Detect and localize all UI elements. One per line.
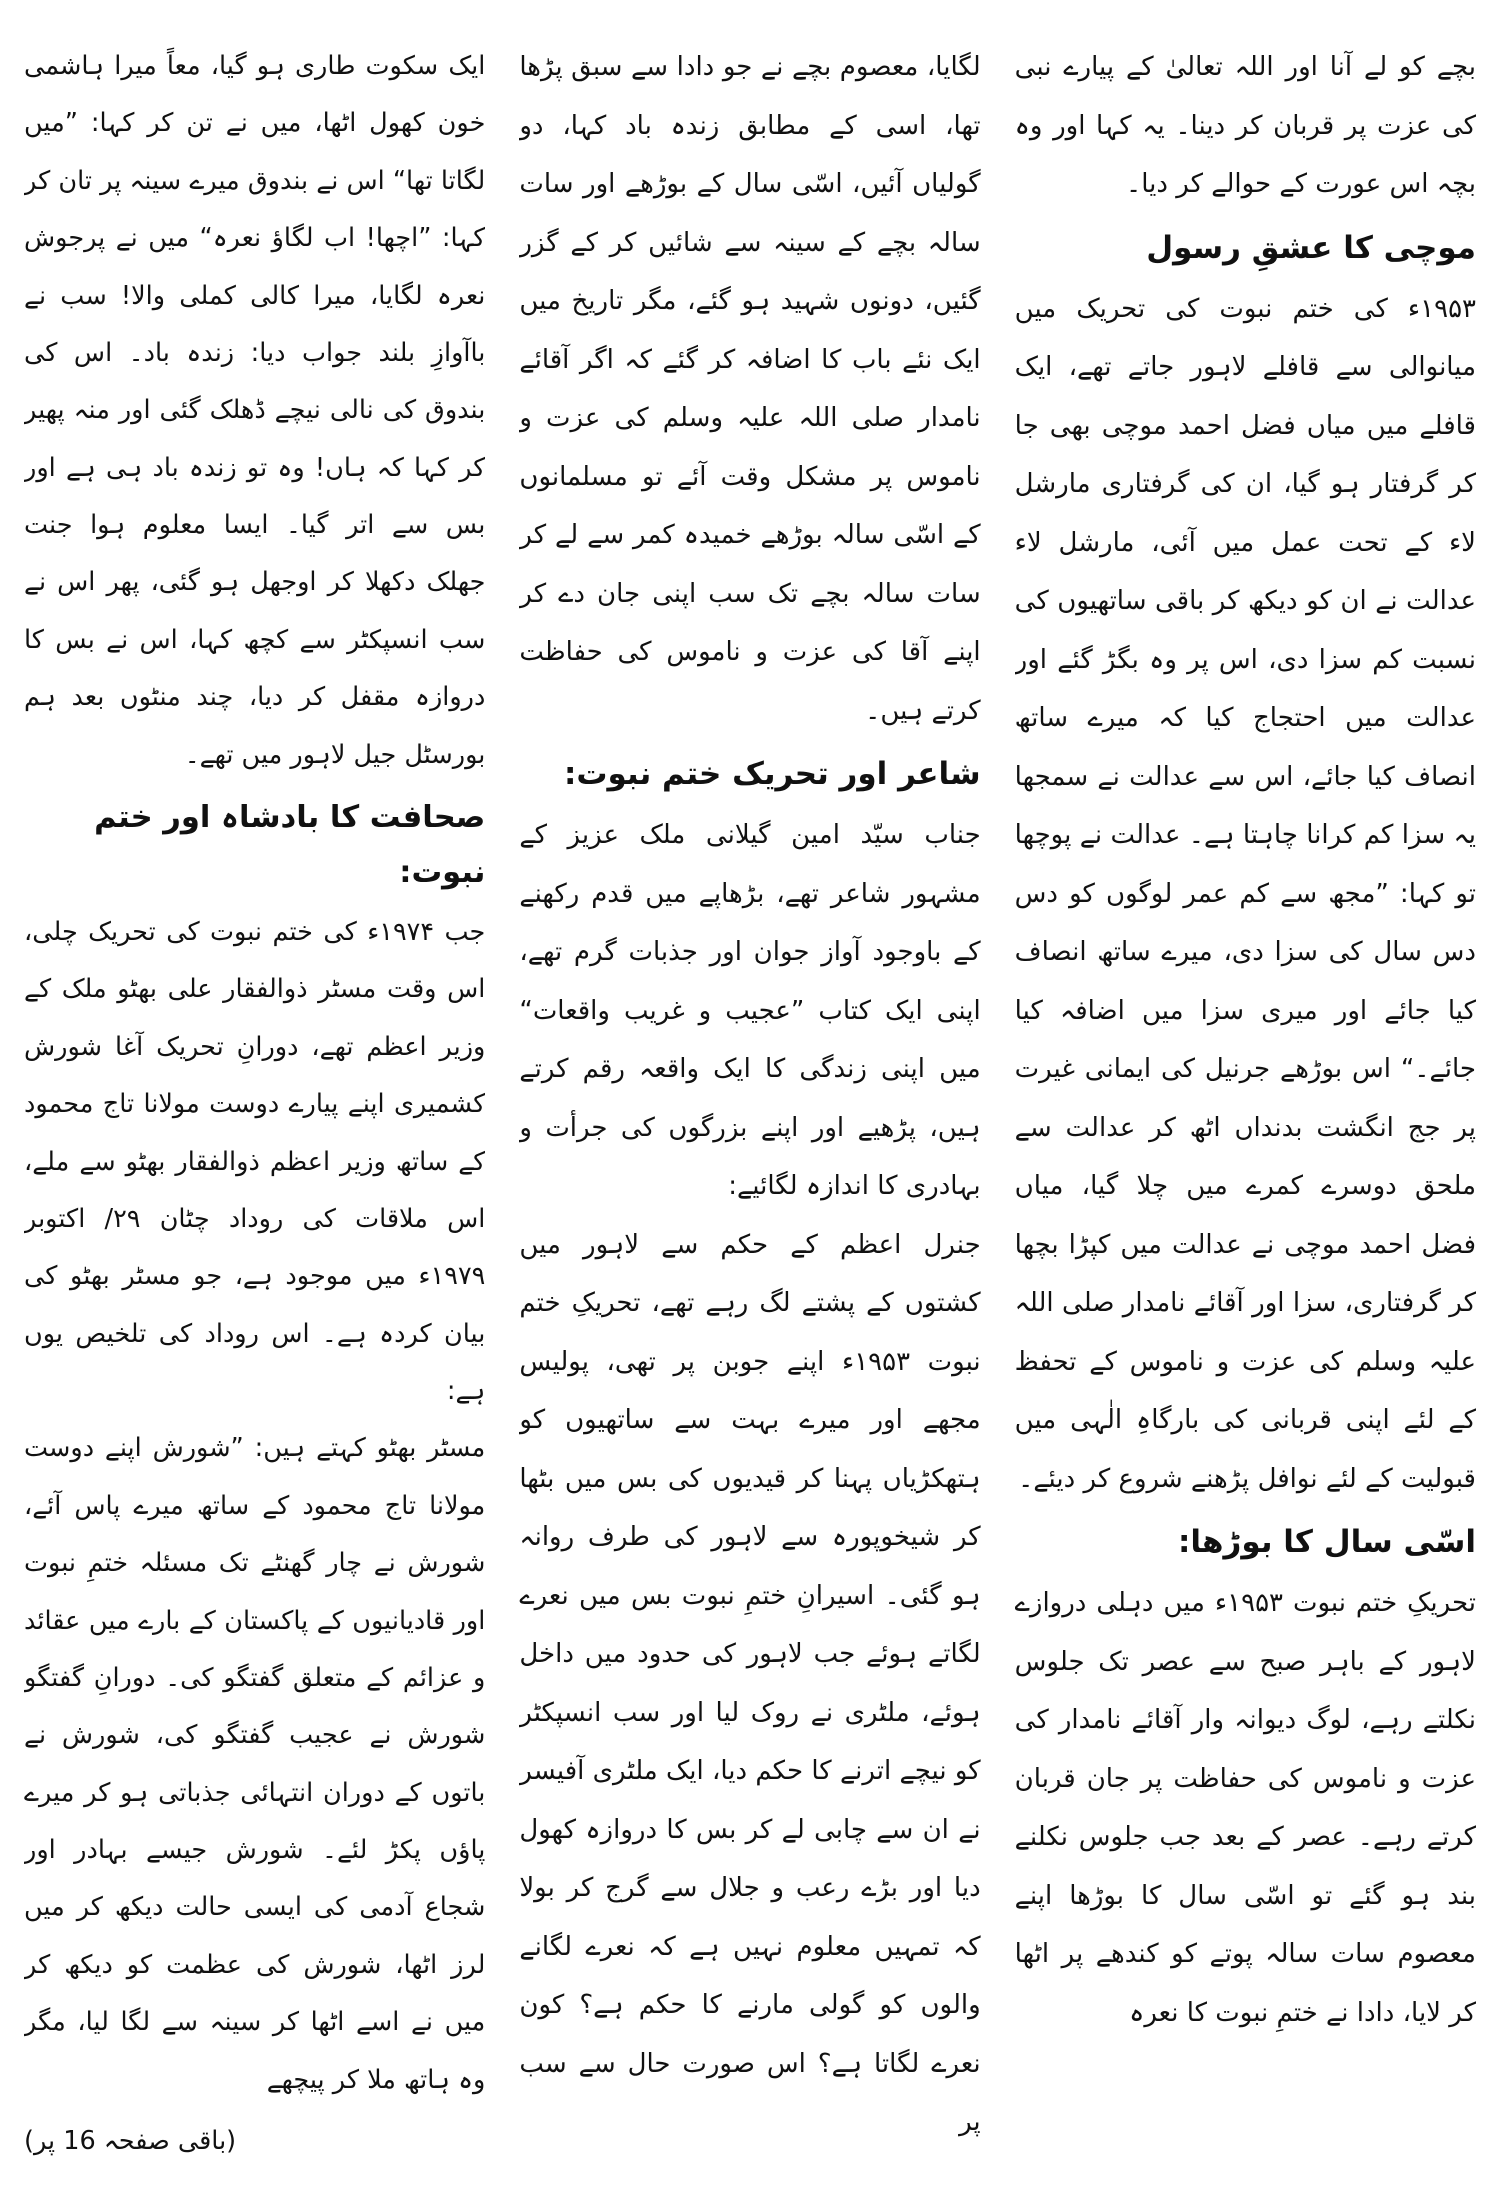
column-middle [519, 38, 980, 2170]
article-paragraph: لگایا، معصوم بچے نے جو دادا سے سبق پڑھا تھا، اسی کے مطابق زندہ باد کہا، دو گولیاں آئیں، اسّی سال کے بوڑھے اور سات سالہ بچے کے سینہ سے شائیں کر کے گزر گئیں، دونوں شہید ہو گئے، مگر تاریخ میں ایک نئے باب کا اضافہ کر گئے کہ اگر آقائے نامدار صلی اللہ علیہ وسلم کی عزت و ناموس پر مشکل وقت آئے تو مسلمانوں کے اسّی سالہ بوڑھے خمیدہ کمر سے لے کر سات سالہ بچے تک سب اپنی جان دے کر اپنے آقا کی عزت و ناموس کی حفاظت کرتے ہیں۔ [519, 52, 981, 726]
column-left [24, 38, 485, 2170]
article-paragraph: جنرل اعظم کے حکم سے لاہور میں کشتوں کے پشتے لگ رہے تھے، تحریکِ ختم نبوت ۱۹۵۳ء اپنے جوبن پر تھی، پولیس مجھے اور میرے بہت سے ساتھیوں کو ہتھکڑیاں پہنا کر قیدیوں کی بس میں بٹھا کر شیخوپورہ سے لاہور کی طرف روانہ ہو گئی۔ اسیرانِ ختمِ نبوت بس میں نعرے لگاتے ہوئے جب لاہور کی حدود میں داخل ہوئے، ملٹری نے روک لیا اور سب انسپکٹر کو نیچے اترنے کا حکم دیا، ایک ملٹری آفیسر نے ان سے چابی لے کر بس کا دروازہ کھول دیا اور بڑے رعب و جلال سے گرج کر بولا کہ تمہیں معلوم نہیں ہے کہ نعرے لگانے والوں کو گولی مارنے کا حکم ہے؟ کون نعرے لگاتا ہے؟ اس صورت حال سے سب پر [519, 1229, 981, 2137]
section-heading: اسّی سال کا بوڑھا: [1178, 1524, 1476, 1560]
section-heading: موچی کا عشقِ رسول [1146, 229, 1476, 266]
article-paragraph: ۱۹۵۳ء کی ختم نبوت کی تحریک میں میانوالی سے قافلے لاہور جاتے تھے، ایک قافلے میں میاں فضل احمد موچی بھی جا کر گرفتار ہو گیا، ان کی گرفتاری مارشل لاء کے تحت عمل میں آئی، مارشل لاء عدالت نے ان کو دیکھ کر باقی ساتھیوں کی نسبت کم سزا دی، اس پر وہ بگڑ گئے اور عدالت میں احتجاج کیا کہ میرے ساتھ انصاف کیا جائے، اس سے عدالت نے سمجھا یہ سزا کم کرانا چاہتا ہے۔ عدالت نے پوچھا تو کہا: ”مجھ سے کم عمر لوگوں کو دس دس سال کی سزا دی، میرے ساتھ انصاف کیا جائے اور میری سزا میں اضافہ کیا جائے۔“ اس بوڑھے جرنیل کی ایمانی غیرت پر جج انگشت بدنداں اٹھ کر عدالت سے ملحق دوسرے کمرے میں چلا گیا، میاں فضل احمد موچی نے عدالت میں کپڑا بچھا کر گرفتاری، سزا اور آقائے نامدار صلی اللہ علیہ وسلم کی عزت و ناموس کے تحفظ کے لئے اپنی قربانی کی بارگاہِ الٰہی میں قبولیت کے لئے نوافل پڑھنے شروع کر دیئے۔ [1014, 293, 1476, 1494]
article-paragraph: مسٹر بھٹو کہتے ہیں: ”شورش اپنے دوست مولانا تاج محمود کے ساتھ میرے پاس آئے، شورش نے چار گھنٹے تک مسئلہ ختمِ نبوت اور قادیانیوں کے پاکستان کے بارے میں عقائد و عزائم کے متعلق گفتگو کی۔ دورانِ گفتگو شورش نے عجیب گفتگو کی، شورش نے باتوں کے دوران انتہائی جذباتی ہو کر میرے پاؤں پکڑ لئے۔ شورش جیسے بہادر اور شجاع آدمی کی ایسی حالت دیکھ کر میں لرز اٹھا، شورش کی عظمت کو دیکھ کر میں نے اسے اٹھا کر سینہ سے لگا لیا، مگر وہ ہاتھ ملا کر پیچھے [24, 1433, 486, 2095]
section-heading: شاعر اور تحریک ختم نبوت: [563, 756, 981, 792]
section-heading: صحافت کا بادشاہ اور ختم نبوت: [94, 799, 486, 890]
continued-on-page-note: (باقی صفحہ 16 پر) [24, 2125, 237, 2156]
article-paragraph: جناب سیّد امین گیلانی ملک عزیز کے مشہور شاعر تھے، بڑھاپے میں قدم رکھنے کے باوجود آواز جوان اور جذبات گرم تھے، اپنی ایک کتاب ”عجیب و غریب واقعات“ میں اپنی زندگی کا ایک واقعہ رقم کرتے ہیں، پڑھیے اور اپنے بزرگوں کی جرأت و بہادری کا اندازہ لگائیے: [519, 820, 981, 1201]
article-paragraph: تحریکِ ختم نبوت ۱۹۵۳ء میں دہلی دروازے لاہور کے باہر صبح سے عصر تک جلوس نکلتے رہے، لوگ دیوانہ وار آقائے نامدار کی عزت و ناموس کی حفاظت پر جان قربان کرتے رہے۔ عصر کے بعد جب جلوس نکلنے بند ہو گئے تو اسّی سال کا بوڑھا اپنے معصوم سات سالہ پوتے کو کندھے پر اٹھا کر لایا، دادا نے ختمِ نبوت کا نعرہ [1014, 1588, 1476, 2028]
article-paragraph: بچے کو لے آنا اور اللہ تعالیٰ کے پیارے نبی کی عزت پر قربان کر دینا۔ یہ کہا اور وہ بچہ اس عورت کے حوالے کر دیا۔ [1014, 52, 1476, 199]
column-right [1015, 38, 1476, 2170]
article-paragraph: ایک سکوت طاری ہو گیا، معاً میرا ہاشمی خون کھول اٹھا، میں نے تن کر کہا: ”میں لگاتا تھا“ اس نے بندوق میرے سینہ پر تان کر کہا: ”اچھا! اب لگاؤ نعرہ“ میں نے پرجوش نعرہ لگایا، میرا کالی کملی والا! سب نے باآوازِ بلند جواب دیا: زندہ باد۔ اس کی بندوق کی نالی نیچے ڈھلک گئی اور منہ پھیر کر کہا کہ ہاں! وہ تو زندہ باد ہی ہے اور بس سے اتر گیا۔ ایسا معلوم ہوا جنت جھلک دکھلا کر اوجھل ہو گئی، پھر اس نے سب انسپکٹر سے کچھ کہا، اس نے بس کا دروازہ مقفل کر دیا، چند منٹوں بعد ہم بورسٹل جیل لاہور میں تھے۔ [24, 51, 486, 770]
article-paragraph: جب ۱۹۷۴ء کی ختم نبوت کی تحریک چلی، اس وقت مسٹر ذوالفقار علی بھٹو ملک کے وزیر اعظم تھے، دورانِ تحریک آغا شورش کشمیری اپنے پیارے دوست مولانا تاج محمود کے ساتھ وزیر اعظم ذوالفقار بھٹو سے ملے، اس ملاقات کی روداد چٹان ۲۹/ اکتوبر ۱۹۷۹ء میں موجود ہے، جو مسٹر بھٹو کی بیان کردہ ہے۔ اس روداد کی تلخیص یوں ہے: [24, 917, 486, 1407]
